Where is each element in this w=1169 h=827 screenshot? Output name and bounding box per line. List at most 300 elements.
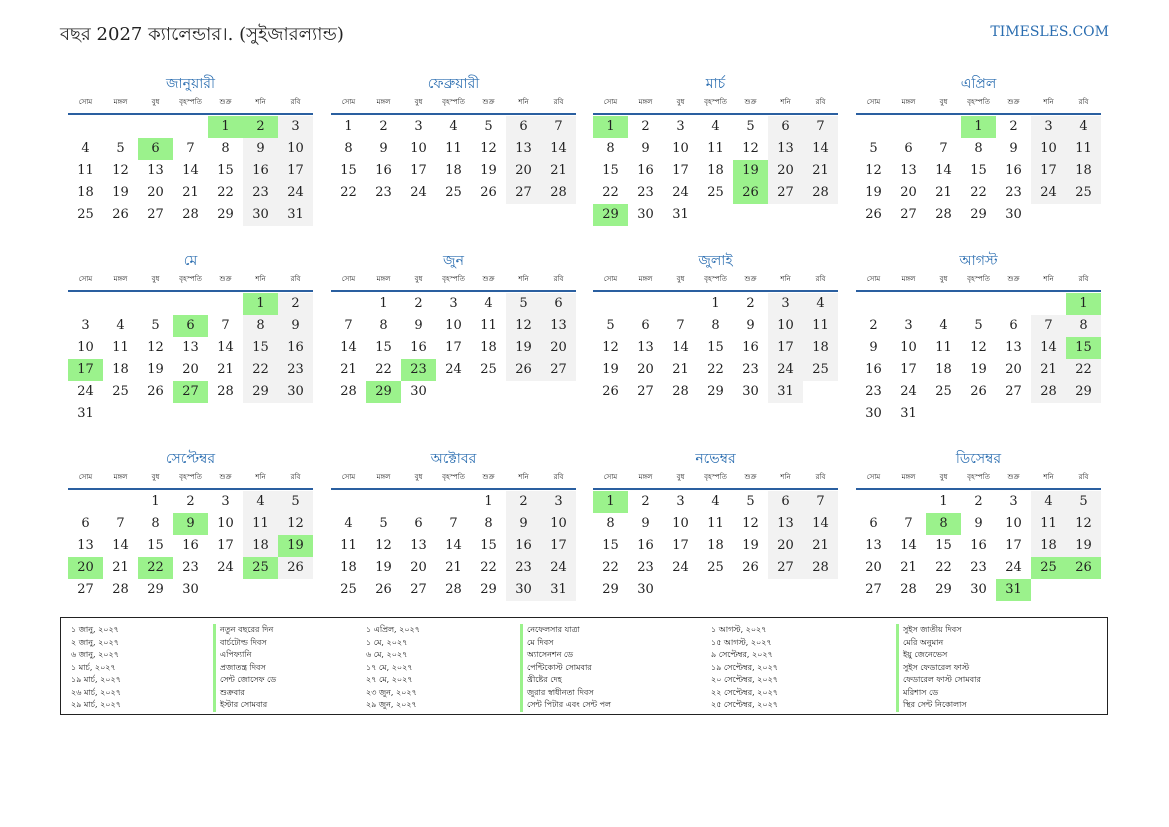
day-cell[interactable]: 15: [340, 163, 357, 178]
day-cell[interactable]: 5: [484, 119, 493, 134]
day-cell[interactable]: 4: [116, 318, 125, 333]
day-cell[interactable]: 1: [484, 494, 493, 509]
day-cell[interactable]: 2: [641, 494, 650, 509]
day-cell[interactable]: 16: [1005, 163, 1022, 178]
day-cell[interactable]: 26: [506, 359, 541, 381]
day-cell[interactable]: 12: [375, 538, 392, 553]
day-cell[interactable]: 13: [768, 513, 803, 535]
day-cell[interactable]: 17: [410, 163, 427, 178]
day-cell[interactable]: 8: [243, 315, 278, 337]
day-cell[interactable]: 11: [445, 141, 462, 156]
day-cell[interactable]: 25: [112, 384, 129, 399]
day-cell[interactable]: 15: [935, 538, 952, 553]
day-cell[interactable]: 18: [803, 337, 838, 359]
day-cell[interactable]: 7: [116, 516, 125, 531]
day-cell[interactable]: 26: [865, 207, 882, 222]
day-cell[interactable]: 6: [641, 318, 650, 333]
day-cell[interactable]: 28: [541, 182, 576, 204]
day-cell[interactable]: 8: [344, 141, 353, 156]
day-cell[interactable]: 12: [742, 141, 759, 156]
day-cell[interactable]: 3: [1009, 494, 1018, 509]
day-cell[interactable]: 17: [672, 163, 689, 178]
day-cell[interactable]: 5: [278, 491, 313, 513]
day-cell[interactable]: 30: [410, 384, 427, 399]
day-cell[interactable]: 17: [217, 538, 234, 553]
day-cell[interactable]: 20: [182, 362, 199, 377]
day-cell[interactable]: 30: [865, 406, 882, 421]
day-cell[interactable]: 3: [414, 119, 423, 134]
day-cell[interactable]: 25: [445, 185, 462, 200]
day-cell[interactable]: 31: [900, 406, 917, 421]
day-cell[interactable]: 9: [243, 138, 278, 160]
day-cell[interactable]: 30: [1005, 207, 1022, 222]
day-cell[interactable]: 7: [1031, 315, 1066, 337]
day-cell[interactable]: 14: [445, 538, 462, 553]
day-cell[interactable]: 2: [186, 494, 195, 509]
day-cell[interactable]: 21: [900, 560, 917, 575]
day-cell[interactable]: 26: [480, 185, 497, 200]
day-cell[interactable]: 23: [375, 185, 392, 200]
day-cell[interactable]: 17: [278, 160, 313, 182]
day-cell[interactable]: 19: [375, 560, 392, 575]
day-cell[interactable]: 8: [606, 141, 615, 156]
day-cell[interactable]: 13: [900, 163, 917, 178]
day-cell[interactable]: 22: [602, 560, 619, 575]
day-cell[interactable]: 21: [935, 185, 952, 200]
day-cell[interactable]: 31: [77, 406, 94, 421]
day-cell[interactable]: 10: [77, 340, 94, 355]
day-cell[interactable]: 10: [541, 513, 576, 535]
day-cell[interactable]: 20: [68, 557, 103, 579]
day-cell[interactable]: 19: [1066, 535, 1101, 557]
day-cell[interactable]: 4: [449, 119, 458, 134]
day-cell[interactable]: 5: [506, 293, 541, 315]
day-cell[interactable]: 21: [541, 160, 576, 182]
day-cell[interactable]: 5: [869, 141, 878, 156]
day-cell[interactable]: 25: [707, 185, 724, 200]
day-cell[interactable]: 28: [445, 582, 462, 597]
day-cell[interactable]: 11: [340, 538, 357, 553]
day-cell[interactable]: 7: [541, 116, 576, 138]
day-cell[interactable]: 9: [641, 516, 650, 531]
site-link[interactable]: TIMESLES.COM: [990, 24, 1109, 40]
day-cell[interactable]: 29: [602, 582, 619, 597]
day-cell[interactable]: 18: [935, 362, 952, 377]
day-cell[interactable]: 25: [1031, 557, 1066, 579]
day-cell[interactable]: 15: [217, 163, 234, 178]
day-cell[interactable]: 27: [768, 557, 803, 579]
day-cell[interactable]: 13: [637, 340, 654, 355]
day-cell[interactable]: 9: [379, 141, 388, 156]
day-cell[interactable]: 5: [1066, 491, 1101, 513]
day-cell[interactable]: 11: [480, 318, 497, 333]
day-cell[interactable]: 14: [182, 163, 199, 178]
day-cell[interactable]: 24: [445, 362, 462, 377]
day-cell[interactable]: 18: [1066, 160, 1101, 182]
day-cell[interactable]: 28: [340, 384, 357, 399]
day-cell[interactable]: 11: [1066, 138, 1101, 160]
day-cell[interactable]: 16: [865, 362, 882, 377]
day-cell[interactable]: 29: [1066, 381, 1101, 403]
day-cell[interactable]: 17: [445, 340, 462, 355]
day-cell[interactable]: 26: [602, 384, 619, 399]
day-cell[interactable]: 5: [974, 318, 983, 333]
day-cell[interactable]: 30: [742, 384, 759, 399]
day-cell[interactable]: 3: [449, 296, 458, 311]
day-cell[interactable]: 27: [768, 182, 803, 204]
day-cell[interactable]: 9: [278, 315, 313, 337]
day-cell[interactable]: 15: [1066, 337, 1101, 359]
day-cell[interactable]: 1: [1066, 293, 1101, 315]
day-cell[interactable]: 6: [81, 516, 90, 531]
day-cell[interactable]: 6: [414, 516, 423, 531]
day-cell[interactable]: 9: [173, 513, 208, 535]
day-cell[interactable]: 20: [541, 337, 576, 359]
day-cell[interactable]: 2: [506, 491, 541, 513]
day-cell[interactable]: 3: [904, 318, 913, 333]
day-cell[interactable]: 12: [1066, 513, 1101, 535]
day-cell[interactable]: 20: [410, 560, 427, 575]
day-cell[interactable]: 20: [506, 160, 541, 182]
day-cell[interactable]: 27: [173, 381, 208, 403]
day-cell[interactable]: 23: [637, 185, 654, 200]
day-cell[interactable]: 6: [541, 293, 576, 315]
day-cell[interactable]: 10: [217, 516, 234, 531]
day-cell[interactable]: 27: [865, 582, 882, 597]
day-cell[interactable]: 28: [803, 557, 838, 579]
day-cell[interactable]: 22: [243, 359, 278, 381]
day-cell[interactable]: 9: [414, 318, 423, 333]
day-cell[interactable]: 25: [803, 359, 838, 381]
day-cell[interactable]: 29: [593, 204, 628, 226]
day-cell[interactable]: 13: [182, 340, 199, 355]
day-cell[interactable]: 28: [217, 384, 234, 399]
day-cell[interactable]: 15: [970, 163, 987, 178]
day-cell[interactable]: 21: [182, 185, 199, 200]
day-cell[interactable]: 29: [147, 582, 164, 597]
day-cell[interactable]: 4: [344, 516, 353, 531]
day-cell[interactable]: 19: [865, 185, 882, 200]
day-cell[interactable]: 4: [1031, 491, 1066, 513]
day-cell[interactable]: 20: [637, 362, 654, 377]
day-cell[interactable]: 1: [208, 116, 243, 138]
day-cell[interactable]: 2: [869, 318, 878, 333]
day-cell[interactable]: 2: [379, 119, 388, 134]
day-cell[interactable]: 14: [803, 513, 838, 535]
day-cell[interactable]: 12: [602, 340, 619, 355]
day-cell[interactable]: 8: [926, 513, 961, 535]
day-cell[interactable]: 14: [112, 538, 129, 553]
day-cell[interactable]: 24: [217, 560, 234, 575]
day-cell[interactable]: 22: [1066, 359, 1101, 381]
day-cell[interactable]: 21: [803, 160, 838, 182]
day-cell[interactable]: 27: [637, 384, 654, 399]
day-cell[interactable]: 18: [243, 535, 278, 557]
day-cell[interactable]: 10: [1005, 516, 1022, 531]
day-cell[interactable]: 26: [147, 384, 164, 399]
day-cell[interactable]: 16: [637, 163, 654, 178]
day-cell[interactable]: 26: [733, 182, 768, 204]
day-cell[interactable]: 27: [1005, 384, 1022, 399]
day-cell[interactable]: 22: [340, 185, 357, 200]
day-cell[interactable]: 11: [707, 516, 724, 531]
day-cell[interactable]: 13: [506, 138, 541, 160]
day-cell[interactable]: 15: [243, 337, 278, 359]
day-cell[interactable]: 28: [1031, 381, 1066, 403]
day-cell[interactable]: 29: [707, 384, 724, 399]
day-cell[interactable]: 1: [593, 116, 628, 138]
day-cell[interactable]: 8: [974, 141, 983, 156]
day-cell[interactable]: 13: [1005, 340, 1022, 355]
day-cell[interactable]: 19: [742, 538, 759, 553]
day-cell[interactable]: 3: [1031, 116, 1066, 138]
day-cell[interactable]: 7: [803, 116, 838, 138]
day-cell[interactable]: 13: [865, 538, 882, 553]
day-cell[interactable]: 9: [506, 513, 541, 535]
day-cell[interactable]: 21: [803, 535, 838, 557]
day-cell[interactable]: 29: [480, 582, 497, 597]
day-cell[interactable]: 23: [506, 557, 541, 579]
day-cell[interactable]: 13: [541, 315, 576, 337]
day-cell[interactable]: 10: [410, 141, 427, 156]
day-cell[interactable]: 22: [935, 560, 952, 575]
day-cell[interactable]: 23: [182, 560, 199, 575]
day-cell[interactable]: 3: [768, 293, 803, 315]
day-cell[interactable]: 1: [243, 293, 278, 315]
day-cell[interactable]: 21: [340, 362, 357, 377]
day-cell[interactable]: 29: [366, 381, 401, 403]
day-cell[interactable]: 22: [707, 362, 724, 377]
day-cell[interactable]: 7: [221, 318, 230, 333]
day-cell[interactable]: 4: [243, 491, 278, 513]
day-cell[interactable]: 18: [707, 163, 724, 178]
day-cell[interactable]: 23: [742, 362, 759, 377]
day-cell[interactable]: 4: [1066, 116, 1101, 138]
day-cell[interactable]: 10: [445, 318, 462, 333]
day-cell[interactable]: 17: [541, 535, 576, 557]
day-cell[interactable]: 2: [278, 293, 313, 315]
day-cell[interactable]: 7: [186, 141, 195, 156]
day-cell[interactable]: 7: [344, 318, 353, 333]
day-cell[interactable]: 17: [1005, 538, 1022, 553]
day-cell[interactable]: 28: [112, 582, 129, 597]
day-cell[interactable]: 11: [1031, 513, 1066, 535]
day-cell[interactable]: 22: [375, 362, 392, 377]
day-cell[interactable]: 24: [900, 384, 917, 399]
day-cell[interactable]: 15: [707, 340, 724, 355]
day-cell[interactable]: 4: [81, 141, 90, 156]
day-cell[interactable]: 30: [637, 582, 654, 597]
day-cell[interactable]: 9: [746, 318, 755, 333]
day-cell[interactable]: 8: [221, 141, 230, 156]
day-cell[interactable]: 12: [112, 163, 129, 178]
day-cell[interactable]: 13: [147, 163, 164, 178]
day-cell[interactable]: 18: [112, 362, 129, 377]
day-cell[interactable]: 6: [904, 141, 913, 156]
day-cell[interactable]: 3: [541, 491, 576, 513]
day-cell[interactable]: 8: [606, 516, 615, 531]
day-cell[interactable]: 19: [278, 535, 313, 557]
day-cell[interactable]: 27: [506, 182, 541, 204]
day-cell[interactable]: 11: [112, 340, 129, 355]
day-cell[interactable]: 16: [410, 340, 427, 355]
day-cell[interactable]: 9: [1009, 141, 1018, 156]
day-cell[interactable]: 19: [112, 185, 129, 200]
day-cell[interactable]: 28: [182, 207, 199, 222]
day-cell[interactable]: 9: [974, 516, 983, 531]
day-cell[interactable]: 10: [672, 141, 689, 156]
day-cell[interactable]: 24: [1005, 560, 1022, 575]
day-cell[interactable]: 16: [182, 538, 199, 553]
day-cell[interactable]: 7: [449, 516, 458, 531]
day-cell[interactable]: 9: [641, 141, 650, 156]
day-cell[interactable]: 16: [278, 337, 313, 359]
day-cell[interactable]: 14: [803, 138, 838, 160]
day-cell[interactable]: 6: [138, 138, 173, 160]
day-cell[interactable]: 21: [445, 560, 462, 575]
day-cell[interactable]: 27: [900, 207, 917, 222]
day-cell[interactable]: 1: [711, 296, 720, 311]
day-cell[interactable]: 19: [506, 337, 541, 359]
day-cell[interactable]: 3: [278, 116, 313, 138]
day-cell[interactable]: 23: [970, 560, 987, 575]
day-cell[interactable]: 15: [480, 538, 497, 553]
day-cell[interactable]: 12: [480, 141, 497, 156]
day-cell[interactable]: 6: [869, 516, 878, 531]
day-cell[interactable]: 25: [340, 582, 357, 597]
day-cell[interactable]: 12: [865, 163, 882, 178]
day-cell[interactable]: 6: [768, 116, 803, 138]
day-cell[interactable]: 25: [707, 560, 724, 575]
day-cell[interactable]: 20: [768, 160, 803, 182]
day-cell[interactable]: 25: [243, 557, 278, 579]
day-cell[interactable]: 14: [340, 340, 357, 355]
day-cell[interactable]: 9: [869, 340, 878, 355]
day-cell[interactable]: 5: [746, 119, 755, 134]
day-cell[interactable]: 27: [77, 582, 94, 597]
day-cell[interactable]: 10: [672, 516, 689, 531]
day-cell[interactable]: 18: [707, 538, 724, 553]
day-cell[interactable]: 31: [278, 204, 313, 226]
day-cell[interactable]: 4: [484, 296, 493, 311]
day-cell[interactable]: 2: [243, 116, 278, 138]
day-cell[interactable]: 20: [1005, 362, 1022, 377]
day-cell[interactable]: 19: [970, 362, 987, 377]
day-cell[interactable]: 5: [151, 318, 160, 333]
day-cell[interactable]: 7: [803, 491, 838, 513]
day-cell[interactable]: 1: [961, 116, 996, 138]
day-cell[interactable]: 2: [414, 296, 423, 311]
day-cell[interactable]: 28: [672, 384, 689, 399]
day-cell[interactable]: 14: [935, 163, 952, 178]
day-cell[interactable]: 3: [676, 119, 685, 134]
day-cell[interactable]: 26: [742, 560, 759, 575]
day-cell[interactable]: 23: [1005, 185, 1022, 200]
day-cell[interactable]: 4: [939, 318, 948, 333]
day-cell[interactable]: 18: [1031, 535, 1066, 557]
day-cell[interactable]: 23: [243, 182, 278, 204]
day-cell[interactable]: 16: [506, 535, 541, 557]
day-cell[interactable]: 14: [672, 340, 689, 355]
day-cell[interactable]: 16: [637, 538, 654, 553]
day-cell[interactable]: 17: [900, 362, 917, 377]
day-cell[interactable]: 30: [182, 582, 199, 597]
day-cell[interactable]: 21: [112, 560, 129, 575]
day-cell[interactable]: 5: [379, 516, 388, 531]
day-cell[interactable]: 5: [116, 141, 125, 156]
day-cell[interactable]: 1: [379, 296, 388, 311]
day-cell[interactable]: 15: [602, 538, 619, 553]
day-cell[interactable]: 7: [904, 516, 913, 531]
day-cell[interactable]: 13: [768, 138, 803, 160]
day-cell[interactable]: 19: [147, 362, 164, 377]
day-cell[interactable]: 18: [445, 163, 462, 178]
day-cell[interactable]: 15: [375, 340, 392, 355]
day-cell[interactable]: 6: [768, 491, 803, 513]
day-cell[interactable]: 28: [935, 207, 952, 222]
day-cell[interactable]: 27: [410, 582, 427, 597]
day-cell[interactable]: 24: [672, 560, 689, 575]
day-cell[interactable]: 30: [278, 381, 313, 403]
day-cell[interactable]: 23: [865, 384, 882, 399]
day-cell[interactable]: 19: [733, 160, 768, 182]
day-cell[interactable]: 8: [151, 516, 160, 531]
day-cell[interactable]: 13: [410, 538, 427, 553]
day-cell[interactable]: 8: [379, 318, 388, 333]
day-cell[interactable]: 14: [541, 138, 576, 160]
day-cell[interactable]: 1: [151, 494, 160, 509]
day-cell[interactable]: 16: [243, 160, 278, 182]
day-cell[interactable]: 11: [935, 340, 952, 355]
day-cell[interactable]: 14: [1031, 337, 1066, 359]
day-cell[interactable]: 10: [1031, 138, 1066, 160]
day-cell[interactable]: 23: [637, 560, 654, 575]
day-cell[interactable]: 17: [768, 337, 803, 359]
day-cell[interactable]: 26: [278, 557, 313, 579]
day-cell[interactable]: 17: [672, 538, 689, 553]
day-cell[interactable]: 30: [637, 207, 654, 222]
day-cell[interactable]: 24: [410, 185, 427, 200]
day-cell[interactable]: 6: [506, 116, 541, 138]
day-cell[interactable]: 11: [707, 141, 724, 156]
day-cell[interactable]: 17: [68, 359, 103, 381]
day-cell[interactable]: 30: [506, 579, 541, 601]
day-cell[interactable]: 24: [278, 182, 313, 204]
day-cell[interactable]: 29: [217, 207, 234, 222]
day-cell[interactable]: 26: [375, 582, 392, 597]
day-cell[interactable]: 22: [217, 185, 234, 200]
day-cell[interactable]: 29: [970, 207, 987, 222]
day-cell[interactable]: 19: [602, 362, 619, 377]
day-cell[interactable]: 12: [970, 340, 987, 355]
day-cell[interactable]: 13: [77, 538, 94, 553]
day-cell[interactable]: 10: [900, 340, 917, 355]
day-cell[interactable]: 12: [278, 513, 313, 535]
day-cell[interactable]: 6: [1009, 318, 1018, 333]
day-cell[interactable]: 27: [541, 359, 576, 381]
day-cell[interactable]: 8: [484, 516, 493, 531]
day-cell[interactable]: 21: [1031, 359, 1066, 381]
day-cell[interactable]: 15: [147, 538, 164, 553]
day-cell[interactable]: 29: [935, 582, 952, 597]
day-cell[interactable]: 23: [278, 359, 313, 381]
day-cell[interactable]: 22: [138, 557, 173, 579]
day-cell[interactable]: 18: [77, 185, 94, 200]
day-cell[interactable]: 1: [344, 119, 353, 134]
day-cell[interactable]: 2: [974, 494, 983, 509]
day-cell[interactable]: 11: [243, 513, 278, 535]
day-cell[interactable]: 16: [375, 163, 392, 178]
